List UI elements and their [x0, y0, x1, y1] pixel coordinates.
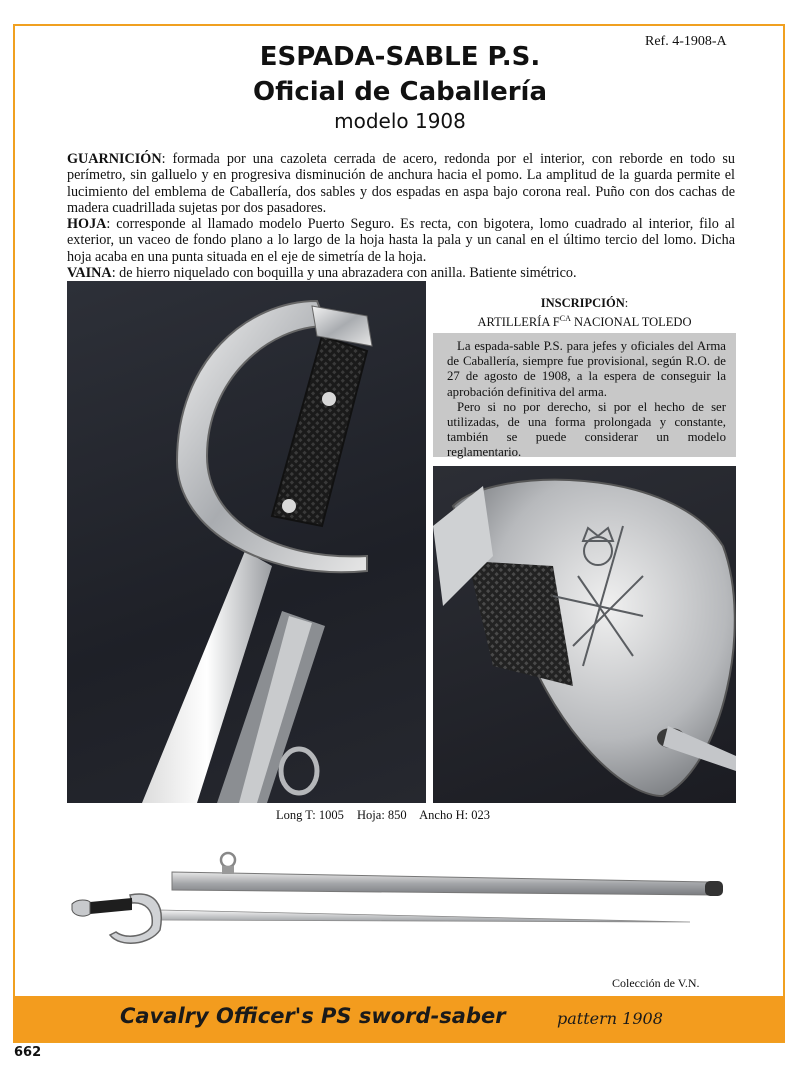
guard-emblem-illustration: [433, 466, 736, 803]
history-note: [433, 333, 736, 460]
vaina-text: : de hierro niquelado con boquilla y una abrazadera con anilla. Batiente simétrico.: [111, 265, 577, 282]
title-line-2: Oficial de Caballería: [252, 77, 548, 107]
hoja-label: HOJA: [67, 216, 107, 233]
inscription-colon: :: [624, 296, 629, 310]
guarnicion-label: GUARNICIÓN: [67, 151, 162, 167]
vaina-paragraph: [67, 265, 735, 281]
description-block: [67, 151, 735, 281]
dimension-blade: Hoja: 850: [357, 808, 407, 822]
guarnicion-paragraph: [67, 151, 735, 216]
inscription-text-sup: CA: [559, 314, 571, 323]
title-line-1: ESPADA-SABLE P.S.: [259, 42, 541, 72]
vaina-label: VAINA: [67, 265, 112, 282]
dimensions: [276, 808, 500, 823]
hoja-text: : corresponde al llamado modelo Puerto Seguro. Es recta, con bigotera, lomo cuadrado al interior, filo al exterior, un vaceo de fondo plano a lo largo de la hoja hasta la pala y un canal en el último tercio del lomo. Dicha hoja acaba en una punta situada en el eje de simetría de la hoja.: [67, 216, 735, 265]
dimension-length: Long T: 1005: [276, 808, 344, 822]
dimension-width: Ancho H: 023: [419, 808, 490, 822]
inscription-text-pre: ARTILLERÍA F: [477, 315, 560, 330]
hilt-illustration: [67, 281, 426, 803]
sword-and-scabbard-illustration: [60, 840, 740, 960]
note-paragraph-2: Pero si no por derecho, si por el hecho de ser utilizadas, de una forma prolongada y constante, también se puede considerar un modelo reglamentario.: [447, 399, 726, 460]
note-paragraph-1: La espada-sable P.S. para jefes y oficiales del Arma de Caballería, siempre fue provisional, según R.O. de 27 de agosto de 1908, a la espera de conseguir la aprobación definitiva del arma.: [447, 339, 726, 399]
inscription-text-post: NACIONAL TOLEDO: [570, 315, 692, 330]
hilt-photo: [67, 281, 426, 803]
guard-emblem-photo: [433, 466, 736, 803]
inscription-text: [433, 311, 736, 330]
banner-pattern-year: pattern 1908: [557, 1009, 663, 1028]
page-number: 662: [14, 1045, 42, 1060]
full-sword-photo: [60, 840, 740, 960]
title-line-3: modelo 1908: [334, 109, 466, 133]
banner-english-title: Cavalry Officer's PS sword-saber: [120, 1004, 506, 1028]
hoja-paragraph: [67, 216, 735, 265]
reference-code: Ref. 4-1908-A: [645, 34, 727, 49]
collection-credit: Colección de V.N.: [612, 976, 700, 990]
guarnicion-text: : formada por una cazoleta cerrada de acero, redonda por el interior, con reborde en todo su perímetro, sin galluelo y en progresiva disminución de anchura hacia el pomo. La amplitud de la guarda permite el lucimiento del emblema de Caballería, dos sables y dos espadas en aspa bajo corona real. Puño con dos cachas de madera cuadrillada sujetas por dos pasadores.: [67, 151, 735, 216]
inscription: [433, 296, 736, 330]
inscription-label: INSCRIPCIÓN: [540, 296, 625, 310]
